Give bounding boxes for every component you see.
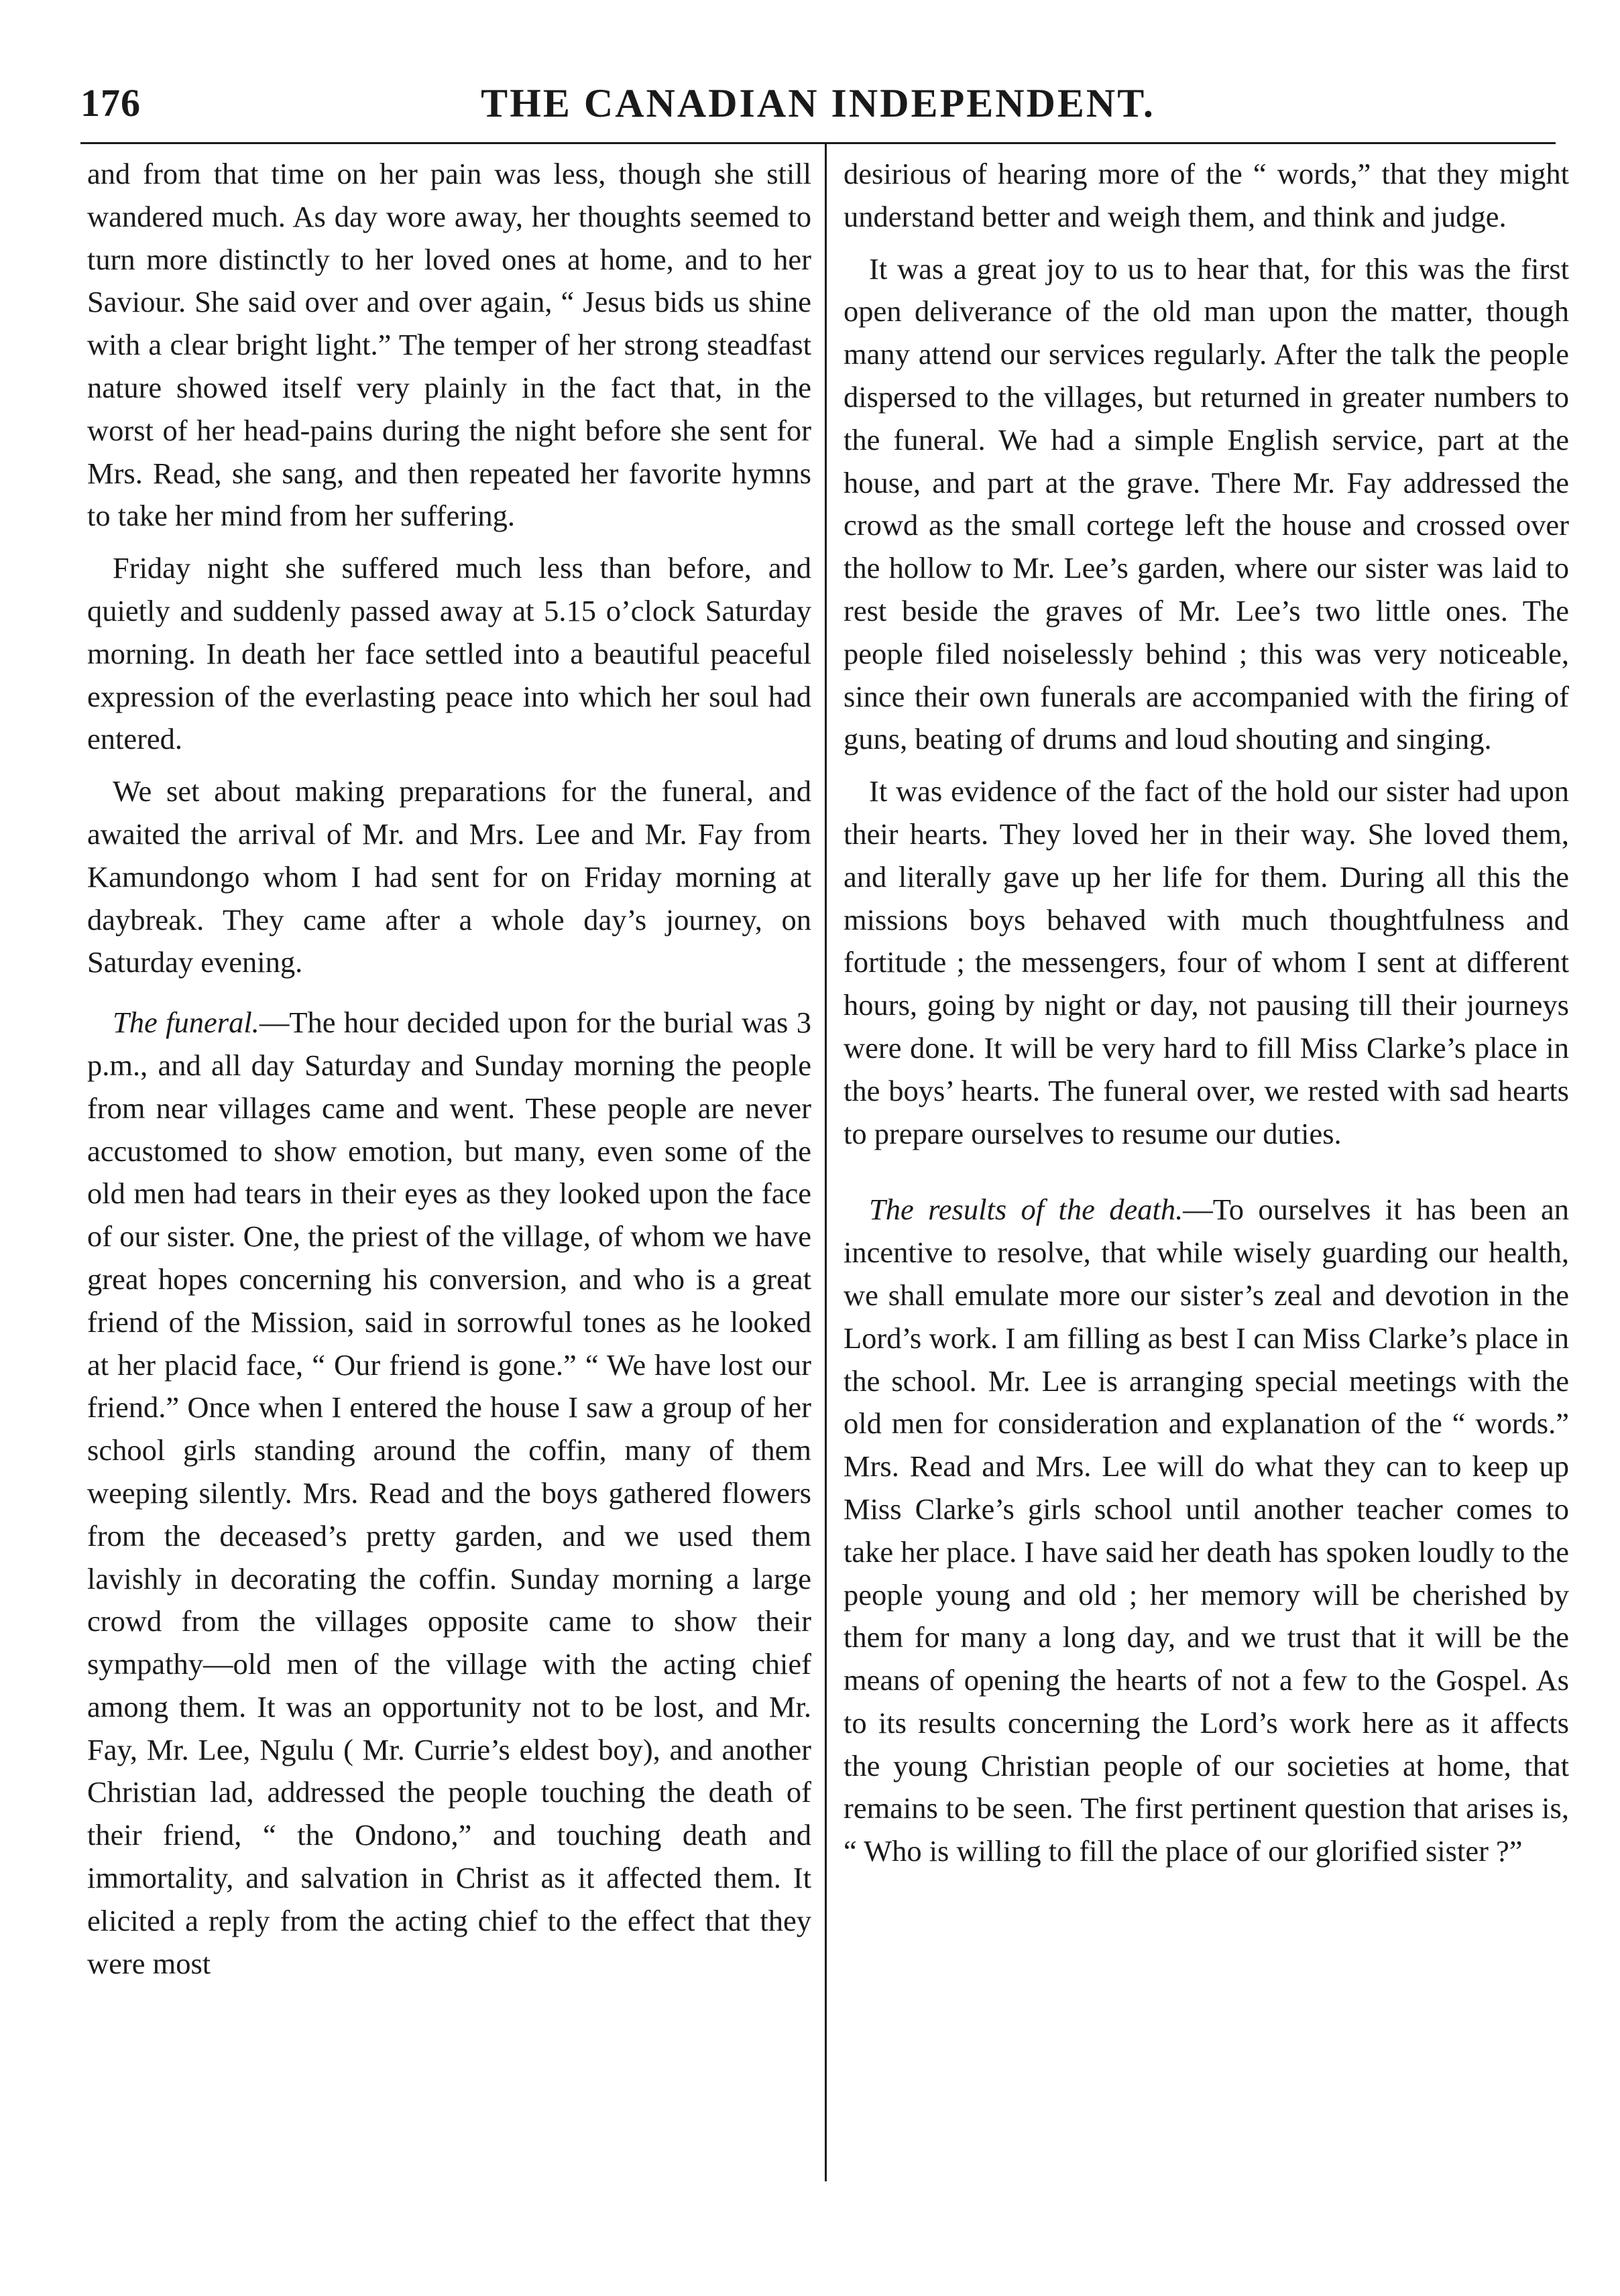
column-divider	[825, 143, 827, 2181]
section-paragraph-funeral	[87, 1002, 811, 1985]
section-paragraph-results	[844, 1189, 1569, 1873]
left-column	[87, 153, 811, 1994]
section-heading-funeral: The funeral.	[113, 1006, 259, 1040]
journal-title: THE CANADIAN INDEPENDENT.	[481, 81, 1155, 125]
page-header	[80, 80, 1556, 141]
paragraph: desirious of hearing more of the “ words,” that they might understand better and weigh them, and think and judge.	[844, 157, 1569, 233]
paragraph: Friday night she suffered much less than before, and quietly and suddenly passed away at 5.15 o’clock Saturday morning. In death her face settled into a beautiful peaceful expression of the everlasting peace into which her soul had entered.	[87, 551, 811, 756]
section-text: —To ourselves it has been an incentive to resolve, that while wisely guarding our health, we shall emulate more our sister’s zeal and devotion in the Lord’s work. I am filling as best I can Miss Clarke’s place in the school. Mr. Lee is arranging special meetings with the old men for consideration and explanation of the “ words.” Mrs. Read and Mrs. Lee will do what they can to keep up Miss Clarke’s girls school until another teacher comes to take her place. I have said her death has spoken loudly to the people young and old ; her memory will be cherished by them for many a long day, and we trust that it will be the means of opening the hearts of not a few to the Gospel. As to its results concerning the Lord’s work here as it affects the young Christian people of our societies at home, that remains to be seen. The first pertinent question that arises is, “ Who is willing to fill the place of our glorified sister ?”	[844, 1193, 1569, 1868]
paragraph: It was a great joy to us to hear that, for this was the first open deliverance of the old man upon the matter, though many attend our services regularly. After the talk the people dispersed to the villages, but returned in greater numbers to the funeral. We had a simple English service, part at the house, and part at the grave. There Mr. Fay addressed the crowd as the small cortege left the house and crossed over the hollow to Mr. Lee’s garden, where our sister was laid to rest beside the graves of Mr. Lee’s two little ones. The people filed noiselessly behind ; this was very noticeable, since their own funerals are accompanied with the firing of guns, beating of drums and loud shouting and singing.	[844, 251, 1569, 756]
paragraph: It was evidence of the fact of the hold our sister had upon their hearts. They loved her in their way. She loved them, and literally gave up her life for them. During all this the missions boys behaved with much thoughtfulness and fortitude ; the messengers, four of whom I sent at different hours, going by night or day, not pausing till their journeys were done. It will be very hard to fill Miss Clarke’s place in the boys’ hearts. The funeral over, we rested with sad hearts to prepare ourselves to resume our duties.	[844, 774, 1569, 1150]
section-heading-results: The results of the death.	[869, 1193, 1183, 1227]
page-number: 176	[80, 81, 141, 125]
right-column	[844, 153, 1569, 1882]
header-rule	[80, 142, 1556, 144]
paragraph: We set about making preparations for the funeral, and awaited the arrival of Mr. and Mrs. Lee and Mr. Fay from Kamundongo whom I had sent for on Friday morning at daybreak. They came after a whole day’s journey, on Saturday evening.	[87, 774, 811, 979]
paragraph: and from that time on her pain was less, though she still wandered much. As day wore away, her thoughts seemed to turn more distinctly to her loved ones at home, and to her Saviour. She said over and over again, “ Jesus bids us shine with a clear bright light.” The temper of her strong steadfast nature showed itself very plainly in the fact that, in the worst of her head-pains during the night before she sent for Mrs. Read, she sang, and then repeated her favorite hymns to take her mind from her suffering.	[87, 157, 811, 533]
section-text: —The hour decided upon for the burial was 3 p.m., and all day Saturday and Sunday morning the people from near villages came and went. These people are never accustomed to show emotion, but many, even some of the old men had tears in their eyes as they looked upon the face of our sister. One, the priest of the village, of whom we have great hopes concerning his conversion, and who is a great friend of the Mission, said in sorrowful tones as he looked at her placid face, “ Our friend is gone.” “ We have lost our friend.” Once when I entered the house I saw a group of her school girls standing around the coffin, many of them weeping silently. Mrs. Read and the boys gathered flowers from the deceased’s pretty garden, and we used them lavishly in decorating the coffin. Sunday morning a large crowd from the villages opposite came to show their sympathy—old men of the village with the acting chief among them. It was an opportunity not to be lost, and Mr. Fay, Mr. Lee, Ngulu ( Mr. Currie’s eldest boy), and another Christian lad, addressed the people touching the death of their friend, “ the Ondono,” and touching death and immortality, and salvation in Christ as it affected them. It elicited a reply from the acting chief to the effect that they were most	[87, 1006, 812, 1980]
